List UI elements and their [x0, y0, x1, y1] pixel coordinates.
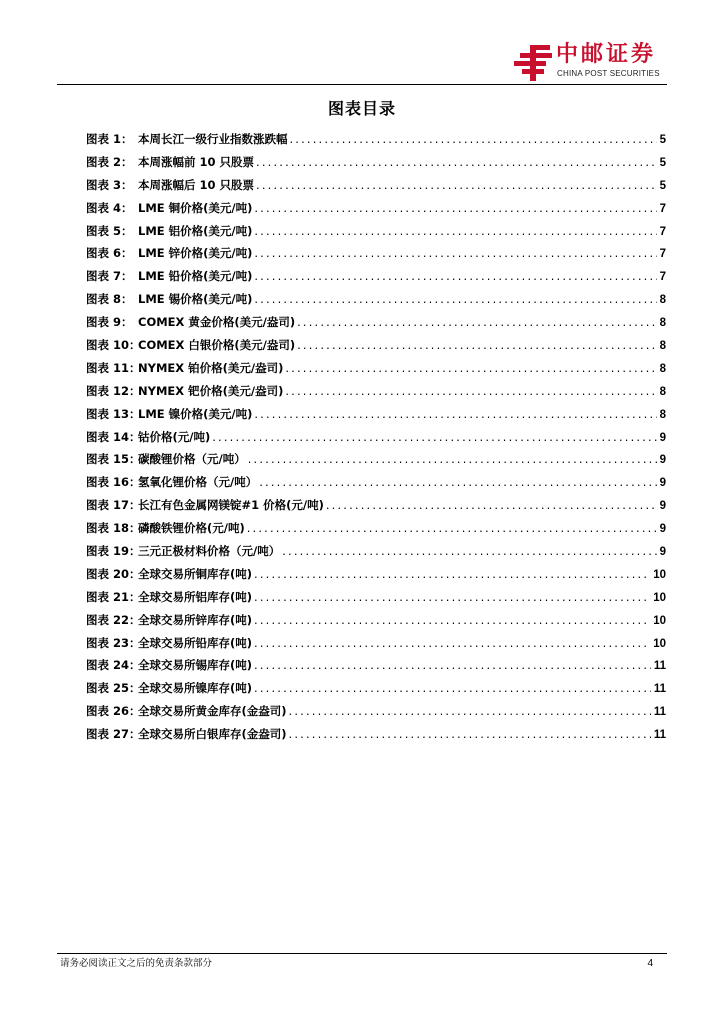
toc-entry-page: 5	[659, 156, 666, 169]
toc-entry-page: 7	[659, 248, 666, 261]
toc-entry[interactable]	[86, 357, 666, 380]
toc-entry-title: 钴价格(元/吨)	[138, 429, 211, 444]
page-number: 4	[647, 958, 653, 969]
toc-dot-leader	[326, 494, 657, 517]
toc-entry-title: 全球交易所锌库存(吨)	[138, 612, 253, 627]
toc-dot-leader	[248, 448, 657, 471]
toc-entry[interactable]	[86, 265, 666, 288]
toc-entry-label: 图表 2：	[86, 154, 133, 169]
toc-entry[interactable]	[86, 632, 666, 655]
toc-entry[interactable]	[86, 700, 666, 723]
toc-entry-title: 氢氧化锂价格（元/吨）	[138, 475, 258, 490]
toc-dot-leader	[289, 700, 651, 723]
toc-entry-page: 9	[659, 523, 666, 536]
toc-entry[interactable]	[86, 174, 666, 197]
toc-entry-page: 7	[659, 225, 666, 238]
toc-entry-title: 碳酸锂价格（元/吨）	[138, 452, 246, 467]
toc-entry-label: 图表 24：	[86, 658, 141, 673]
toc-entry[interactable]	[86, 654, 666, 677]
toc-entry-title: 全球交易所白银库存(金盎司)	[138, 727, 287, 742]
toc-entry-title: LME 锡价格(美元/吨)	[138, 292, 253, 307]
toc-entry[interactable]	[86, 288, 666, 311]
toc-dot-leader	[254, 609, 650, 632]
toc-entry-label: 图表 8：	[86, 292, 133, 307]
toc-entry-title: 本周涨幅前 10 只股票	[138, 154, 255, 169]
logo-english-name: CHINA POST SECURITIES	[557, 69, 660, 78]
toc-entry[interactable]	[86, 220, 666, 243]
toc-entry-label: 图表 20：	[86, 566, 141, 581]
toc-entry-page: 9	[659, 431, 666, 444]
toc-entry[interactable]	[86, 517, 666, 540]
toc-entry[interactable]	[86, 242, 666, 265]
toc-entry-title: LME 锌价格(美元/吨)	[138, 246, 253, 261]
toc-entry-title: LME 铝价格(美元/吨)	[138, 223, 253, 238]
toc-dot-leader	[256, 151, 657, 174]
toc-entry-label: 图表 13：	[86, 406, 141, 421]
toc-entry-title: LME 镍价格(美元/吨)	[138, 406, 253, 421]
toc-entry-label: 图表 3：	[86, 177, 133, 192]
toc-entry-page: 8	[659, 362, 666, 375]
toc-entry-page: 11	[653, 729, 666, 742]
toc-entry[interactable]	[86, 426, 666, 449]
toc-entry[interactable]	[86, 540, 666, 563]
toc-dot-leader	[285, 357, 656, 380]
toc-dot-leader	[297, 311, 656, 334]
toc-entry[interactable]	[86, 334, 666, 357]
table-of-figures	[86, 128, 666, 746]
toc-entry-title: LME 铜价格(美元/吨)	[138, 200, 253, 215]
toc-entry-page: 5	[659, 179, 666, 192]
toc-entry-label: 图表 14：	[86, 429, 141, 444]
toc-entry-label: 图表 18：	[86, 521, 141, 536]
toc-entry-page: 11	[653, 706, 666, 719]
toc-entry-label: 图表 16：	[86, 475, 141, 490]
toc-dot-leader	[289, 723, 651, 746]
toc-dot-leader	[254, 265, 656, 288]
toc-dot-leader	[254, 288, 656, 311]
toc-entry-page: 9	[659, 454, 666, 467]
toc-entry[interactable]	[86, 471, 666, 494]
toc-entry-page: 8	[659, 317, 666, 330]
toc-entry-label: 图表 26：	[86, 704, 141, 719]
toc-entry-label: 图表 6：	[86, 246, 133, 261]
header-divider	[57, 84, 667, 85]
toc-entry-title: NYMEX 铂价格(美元/盎司)	[138, 360, 284, 375]
toc-dot-leader	[282, 540, 656, 563]
toc-entry[interactable]	[86, 380, 666, 403]
toc-entry-label: 图表 25：	[86, 681, 141, 696]
toc-entry-label: 图表 12：	[86, 383, 141, 398]
toc-entry-page: 9	[659, 546, 666, 559]
toc-dot-leader	[254, 220, 656, 243]
toc-dot-leader	[254, 677, 651, 700]
toc-entry-label: 图表 27：	[86, 727, 141, 742]
toc-dot-leader	[254, 403, 656, 426]
toc-entry-title: 全球交易所镍库存(吨)	[138, 681, 253, 696]
toc-dot-leader	[290, 128, 657, 151]
toc-entry-page: 7	[659, 202, 666, 215]
toc-entry[interactable]	[86, 609, 666, 632]
toc-entry-page: 9	[659, 477, 666, 490]
toc-entry-page: 11	[653, 683, 666, 696]
toc-entry-page: 9	[659, 500, 666, 513]
toc-entry-title: 本周涨幅后 10 只股票	[138, 177, 255, 192]
toc-entry[interactable]	[86, 494, 666, 517]
toc-dot-leader	[247, 517, 657, 540]
toc-dot-leader	[297, 334, 656, 357]
toc-entry-title: 全球交易所铝库存(吨)	[138, 589, 253, 604]
toc-entry-label: 图表 19：	[86, 544, 141, 559]
toc-entry[interactable]	[86, 151, 666, 174]
toc-entry[interactable]	[86, 563, 666, 586]
toc-entry-page: 8	[659, 408, 666, 421]
toc-entry-label: 图表 1：	[86, 132, 133, 146]
toc-dot-leader	[254, 242, 656, 265]
footer-divider	[57, 953, 667, 954]
toc-dot-leader	[259, 471, 656, 494]
china-post-logo-icon	[512, 43, 556, 83]
toc-dot-leader	[256, 174, 657, 197]
toc-entry-label: 图表 22：	[86, 612, 141, 627]
toc-entry-page: 10	[653, 614, 666, 627]
toc-entry-title: 本周长江一级行业指数涨跌幅	[138, 132, 288, 146]
toc-entry-page: 10	[653, 568, 666, 581]
toc-dot-leader	[254, 563, 650, 586]
toc-entry-page: 8	[659, 294, 666, 307]
toc-entry-title: 全球交易所锡库存(吨)	[138, 658, 253, 673]
toc-entry-label: 图表 9：	[86, 315, 133, 330]
toc-dot-leader	[254, 654, 651, 677]
page-header	[0, 0, 724, 86]
toc-entry[interactable]	[86, 586, 666, 609]
toc-entry-page: 7	[659, 271, 666, 284]
toc-dot-leader	[254, 632, 650, 655]
toc-entry-label: 图表 17：	[86, 498, 141, 513]
toc-entry-label: 图表 7：	[86, 269, 133, 284]
toc-entry-page: 5	[659, 134, 666, 146]
toc-dot-leader	[254, 197, 656, 220]
toc-entry[interactable]	[86, 723, 666, 746]
toc-entry-title: 全球交易所铜库存(吨)	[138, 566, 253, 581]
toc-entry[interactable]	[86, 403, 666, 426]
toc-title: 图表目录	[327, 99, 396, 118]
company-logo	[512, 43, 672, 83]
toc-entry-label: 图表 4：	[86, 200, 133, 215]
toc-entry-page: 11	[653, 660, 666, 673]
toc-entry-title: NYMEX 钯价格(美元/盎司)	[138, 383, 284, 398]
toc-entry-label: 图表 11：	[86, 360, 141, 375]
toc-entry-title: 磷酸铁锂价格(元/吨)	[138, 521, 245, 536]
toc-entry[interactable]	[86, 128, 666, 151]
logo-chinese-name: 中邮证券	[556, 42, 657, 67]
toc-entry[interactable]	[86, 677, 666, 700]
toc-entry-title: COMEX 白银价格(美元/盎司)	[138, 338, 296, 353]
toc-entry-title: 全球交易所铅库存(吨)	[138, 635, 253, 650]
toc-entry-page: 8	[659, 385, 666, 398]
toc-entry[interactable]	[86, 311, 666, 334]
toc-entry-label: 图表 23：	[86, 635, 141, 650]
toc-entry-title: 全球交易所黄金库存(金盎司)	[138, 704, 287, 719]
toc-entry-label: 图表 10：	[86, 338, 141, 353]
toc-dot-leader	[254, 586, 650, 609]
footer-disclaimer: 请务必阅读正文之后的免责条款部分	[60, 958, 213, 969]
toc-entry-title: COMEX 黄金价格(美元/盎司)	[138, 315, 296, 330]
toc-entry[interactable]	[86, 448, 666, 471]
toc-entry[interactable]	[86, 197, 666, 220]
toc-entry-title: 长江有色金属网镁锭#1 价格(元/吨)	[138, 498, 324, 513]
toc-dot-leader	[212, 426, 656, 449]
toc-entry-page: 10	[653, 637, 666, 650]
toc-entry-label: 图表 21：	[86, 589, 141, 604]
toc-entry-page: 8	[659, 340, 666, 353]
toc-entry-label: 图表 15：	[86, 452, 141, 467]
toc-entry-title: LME 铅价格(美元/吨)	[138, 269, 253, 284]
toc-entry-label: 图表 5：	[86, 223, 133, 238]
toc-entry-title: 三元正极材料价格（元/吨）	[138, 544, 281, 559]
toc-dot-leader	[285, 380, 656, 403]
toc-entry-page: 10	[653, 591, 666, 604]
